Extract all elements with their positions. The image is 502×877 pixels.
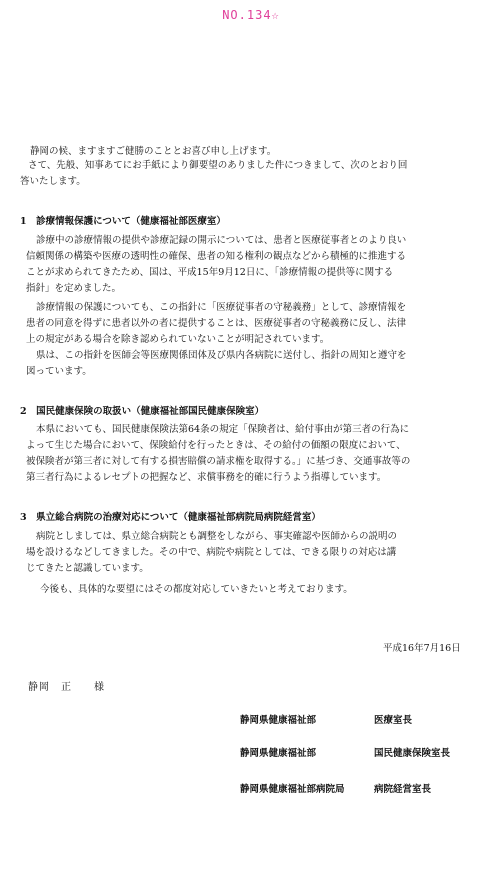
section-3-line: 病院としましては、県立総合病院とも調整をしながら、事実確認や医師からの説明の (36, 531, 398, 542)
section-1-line: 診療情報の保護についても、この指針に「医療従事者の守秘義務」として、診療情報を (36, 302, 407, 313)
section-1-line: 信頼関係の構築や医療の透明性の確保、患者の知る権利の観点などから積極的に推進する (26, 251, 407, 262)
signatory-department: 静岡県健康福祉部病院局 (240, 784, 345, 795)
section-3-heading: 3 県立総合病院の治療対応について（健康福祉部病院局病院経営室） (20, 512, 321, 523)
section-1-line: 指針」を定めました。 (26, 283, 122, 294)
section-2-line: 本県においても、国民健康保険法第64条の規定「保険者は、給付事由が第三者の行為に (36, 424, 410, 435)
section-1-line: 上の規定がある場合を除き認められていないことが明記されています。 (26, 334, 330, 345)
signatory-department: 静岡県健康福祉部 (240, 715, 317, 726)
section-1-line: 患者の同意を得ずに患者以外の者に提供することは、医療従事者の守秘義務に反し、法律 (26, 318, 407, 329)
signatory-office: 病院経営室長 (374, 784, 432, 795)
intro-line-1: 静岡の候、ますますご健勝のこととお喜び申し上げます。 (30, 146, 277, 157)
section-1-heading: 1 診療情報保護について（健康福祉部医療室） (20, 216, 226, 227)
section-1-line: 図っています。 (26, 366, 92, 377)
section-2-heading: 2 国民健康保険の取扱い（健康福祉部国民健康保険室） (20, 406, 265, 417)
section-3-line: 今後も、具体的な要望にはその都度対応していきたいと考えております。 (40, 584, 353, 595)
signatory-office: 医療室長 (374, 715, 413, 726)
intro-line-2: さて、先般、知事あてにお手紙により御要望のありました件につきまして、次のとおり回 (28, 160, 408, 171)
section-1-line: 診療中の診療情報の提供や診療記録の開示については、患者と医療従事者とのより良い (36, 235, 407, 246)
intro-line-3: 答いたします。 (20, 176, 86, 187)
section-2-line: よって生じた場合において、保険給付を行ったときは、その給付の価額の限度において、 (26, 440, 406, 451)
addressee: 静岡 正 様 (28, 682, 105, 693)
section-1-line: 県は、この指針を医師会等医療関係団体及び県内各病院に送付し、指針の周知と遵守を (36, 350, 407, 361)
letter-date: 平成16年7月16日 (383, 643, 461, 654)
document-number: NO.134☆ (222, 8, 280, 22)
section-3-line: 場を設けるなどしてきました。その中で、病院や病院としては、できる限りの対応は講 (26, 547, 397, 558)
section-1-line: ことが求められてきたため、国は、平成15年9月12日に、「診療情報の提供等に関する (26, 267, 394, 278)
signatory-office: 国民健康保険室長 (374, 748, 451, 759)
section-3-line: じてきたと認識しています。 (26, 563, 149, 574)
section-2-line: 第三者行為によるレセプトの把握など、求償事務を的確に行うよう指導しています。 (26, 472, 387, 483)
section-2-line: 被保険者が第三者に対して有する損害賠償の請求権を取得する。」に基づき、交通事故等の (26, 456, 411, 467)
signatory-department: 静岡県健康福祉部 (240, 748, 317, 759)
